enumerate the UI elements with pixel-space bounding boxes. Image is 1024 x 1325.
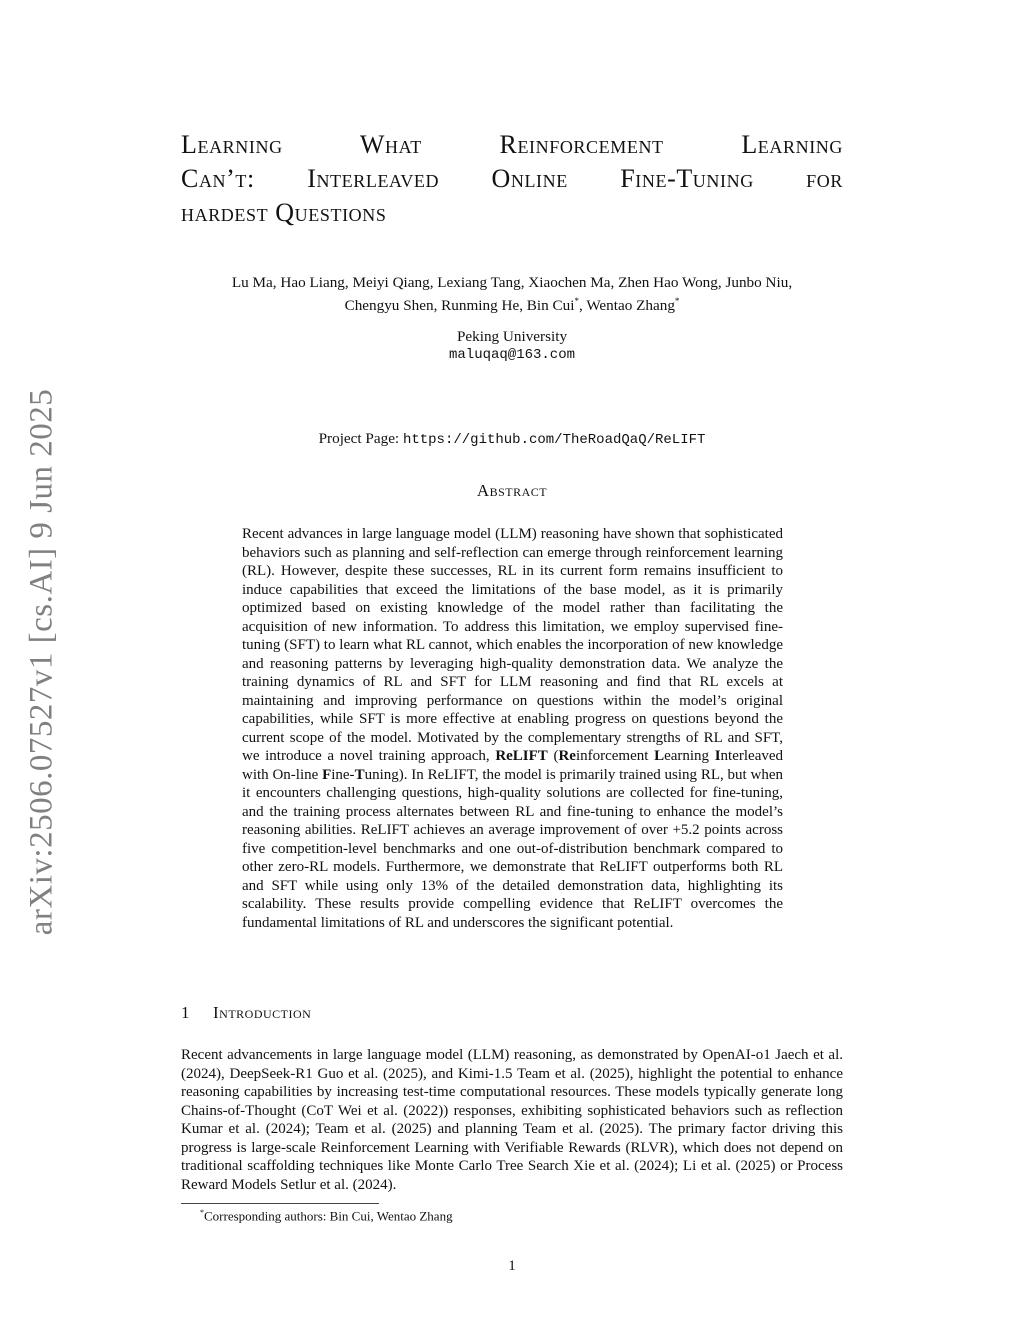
acronym-rest-i: nterleaved with On-line (242, 748, 784, 783)
section-title: Introduction (213, 1003, 312, 1022)
footnote (200, 1208, 453, 1224)
author-line-2-end: , Wentao Zhang (579, 297, 675, 315)
method-name: ReLIFT (495, 748, 548, 764)
acronym-letters-l: L (654, 748, 665, 764)
footnote-mark: * (200, 1208, 204, 1217)
section-heading-introduction (181, 1003, 311, 1023)
corresponding-mark-2: * (674, 296, 680, 306)
abstract-part-2: ). In ReLIFT, the model is primarily trained using RL, but when it encounters challenging questions, high-quality solutions are collected for fine-tuning, and the training process alternates between RL and fine-tuning to enhance the model’s reasoning abilities. ReLIFT achieves an average improvement of over +5.2 points across five competition-level benchmarks and one out-of-distribution benchmark compared to other zero-RL models. Furthermore, we demonstrate that ReLIFT outperforms both RL and SFT while using only 13% of the detailed demonstration data, highlighting its scalability. These results provide compelling evidence that ReLIFT overcomes the fundamental limitations of RL and underscores the significant potential. (242, 766, 783, 931)
acronym-rest-re: inforcement (575, 748, 655, 764)
title-line-3: hardest Questions (181, 198, 387, 227)
author-email[interactable]: maluqaq@163.com (448, 347, 576, 363)
project-page-link[interactable]: https://github.com/TheRoadQaQ/ReLIFT (402, 432, 706, 448)
abstract-paren: ( (547, 748, 559, 764)
author-line-2 (150, 292, 874, 315)
abstract-text (242, 525, 783, 932)
abstract-part-1: Recent advances in large language model (LLM) reasoning have shown that sophisticated behaviors such as planning and self-reflection can emerge through reinforcement learning (RL). However, despite these successes, RL in its current form remains insufficient to induce capabilities that exceed the limitations of the base model, as it is primarily optimized based on existing knowledge of the model rather than facilitating the acquisition of new information. To address this limitation, we employ supervised fine-tuning (SFT) to learn what RL cannot, which enables the incorporation of new knowledge and reasoning patterns by leveraging high-quality demonstration data. We analyze the training dynamics of RL and SFT for LLM reasoning and find that RL excels at maintaining and improving performance on questions within the model’s original capabilities, while SFT is more effective at enabling progress on questions beyond the current scope of the model. Motivated by the complementary strengths of RL and SFT, we introduce a novel training approach, (242, 526, 783, 764)
footnote-text: Corresponding authors: Bin Cui, Wentao Zhang (204, 1208, 453, 1224)
affiliation-block (300, 327, 724, 365)
footnote-divider (181, 1203, 379, 1204)
introduction-paragraph: Recent advancements in large language model (LLM) reasoning, as demonstrated by OpenAI-o1 Jaech et al. (2024), DeepSeek-R1 Guo et al. (2025), and Kimi-1.5 Team et al. (2025), highlight the potential to enhance reasoning capabilities by increasing test-time computational resources. These models typically generate long Chains-of-Thought (CoT Wei et al. (2022)) responses, exhibiting sophisticated behaviors such as reflection Kumar et al. (2024); Team et al. (2025) and planning Team et al. (2025). The primary factor driving this progress is large-scale Reinforcement Learning with Verifiable Rewards (RLVR), which does not depend on traditional scaffolding techniques like Monte Carlo Tree Search Xie et al. (2024); Li et al. (2025) or Process Reward Models Setlur et al. (2024). (181, 1047, 843, 1193)
abstract-heading: Abstract (476, 481, 548, 500)
author-list (150, 273, 874, 315)
project-page-line (150, 430, 874, 448)
acronym-letters-i: I (714, 748, 721, 764)
section-number: 1 (181, 1003, 190, 1022)
acronym-letters-t: T (354, 766, 365, 783)
title-line-1: Learning What Reinforcement Learning (181, 130, 843, 159)
institution: Peking University (456, 328, 568, 345)
acronym-rest-l: earning (664, 748, 715, 764)
page-number: 1 (508, 1258, 516, 1274)
acronym-letters-f: F (322, 766, 332, 783)
author-line-2-start: Chengyu Shen, Runming He, Bin Cui (344, 297, 575, 315)
project-page-label: Project Page: (318, 430, 403, 447)
acronym-rest-t: uning (364, 766, 399, 783)
arxiv-identifier: arXiv:2506.07527v1 [cs.AI] 9 Jun 2025 (23, 388, 60, 936)
corresponding-mark: * (574, 296, 579, 306)
acronym-rest-f: ine- (331, 766, 355, 783)
title-line-2: Can’t: Interleaved Online Fine-Tuning for (181, 164, 843, 193)
author-line-1: Lu Ma, Hao Liang, Meiyi Qiang, Lexiang Tang, Xiaochen Ma, Zhen Hao Wong, Junbo Niu, (231, 274, 793, 291)
paper-title (181, 128, 843, 230)
acronym-letters-re: Re (558, 748, 576, 764)
